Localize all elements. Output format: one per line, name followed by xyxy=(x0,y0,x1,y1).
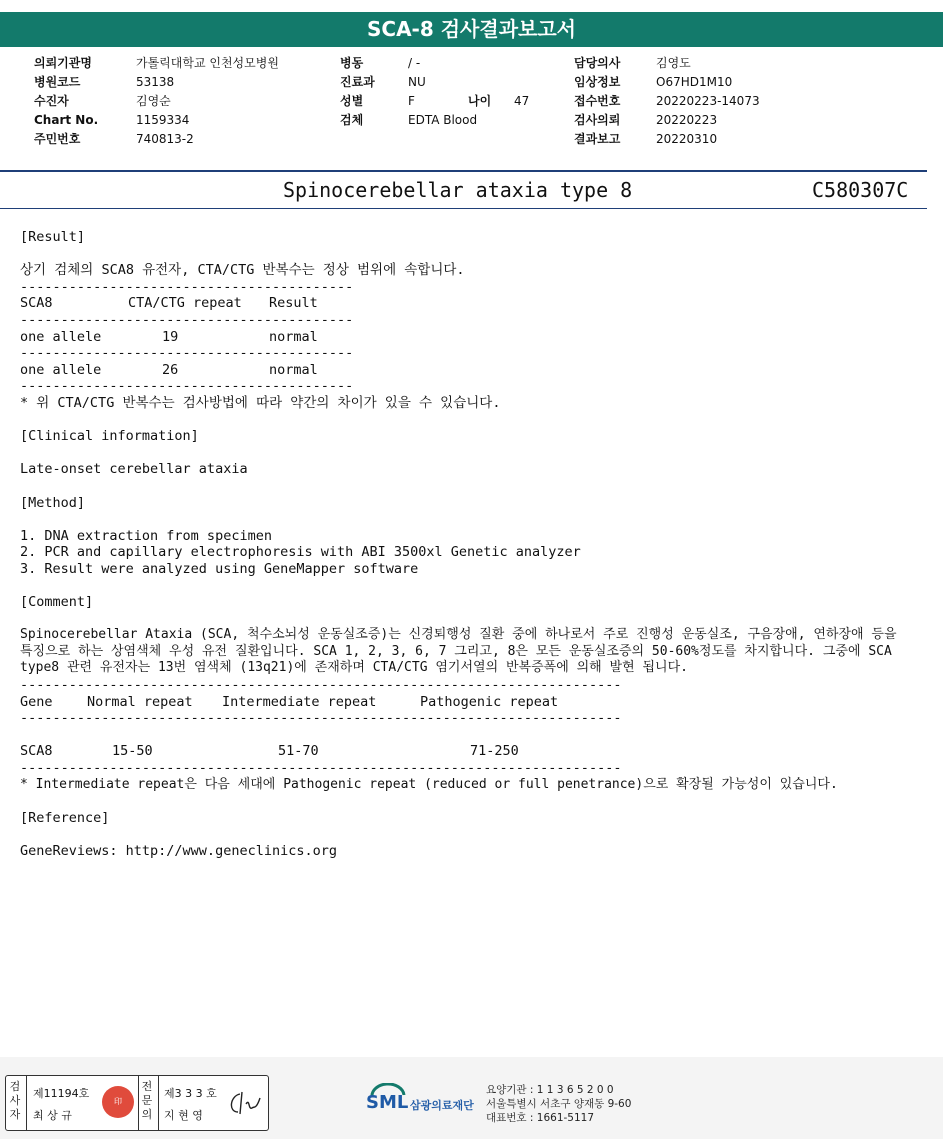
info-value: 20220310 xyxy=(656,132,718,146)
table-header-cell: Result xyxy=(269,295,318,312)
test-name: Spinocerebellar ataxia type 8 xyxy=(283,178,633,202)
table-rule: ----------------------------------------- xyxy=(20,345,354,362)
section-heading-comment: [Comment] xyxy=(20,594,94,611)
lab-phone: 대표번호 : 1661-5117 xyxy=(486,1112,595,1124)
info-label: 임상정보 xyxy=(574,75,621,89)
table-header-cell: SCA8 xyxy=(20,295,53,312)
section-heading-clinical: [Clinical information] xyxy=(20,428,199,445)
table-header-cell: CTA/CTG repeat xyxy=(128,295,242,312)
table-cell: 19 xyxy=(162,328,179,345)
table-row xyxy=(20,329,920,346)
table-cell: SCA8 xyxy=(20,743,53,760)
info-value: EDTA Blood xyxy=(408,113,478,127)
info-column-1 xyxy=(34,54,279,149)
method-item: 3. Result were analyzed using GeneMapper software xyxy=(20,560,419,577)
lab-name: 삼광의료재단 xyxy=(410,1099,474,1112)
info-value: 가톨릭대학교 인천성모병원 xyxy=(136,56,279,70)
info-value: 1159334 xyxy=(136,113,190,127)
lab-code: 요양기관 : 1 1 3 6 5 2 0 0 xyxy=(486,1084,614,1096)
lab-address: 서울특별시 서초구 양재동 9-60 xyxy=(486,1098,632,1110)
info-label: Chart No. xyxy=(34,113,99,127)
method-item: 1. DNA extraction from specimen xyxy=(20,527,272,544)
result-note: * 위 CTA/CTG 반복수는 검사방법에 따라 약간의 차이가 있을 수 있습니다. xyxy=(20,394,501,411)
divider-bottom xyxy=(0,208,927,209)
table-cell: 26 xyxy=(162,361,179,378)
info-value: F xyxy=(408,94,415,108)
info-label: 병동 xyxy=(340,56,364,70)
test-code: C580307C xyxy=(812,178,909,202)
info-value: 20220223 xyxy=(656,113,718,127)
section-heading-result: [Result] xyxy=(20,229,86,245)
logo-text: SML xyxy=(366,1092,409,1113)
table-rule: -------------------------------------------------------------------------- xyxy=(20,760,622,776)
info-column-2 xyxy=(340,54,529,130)
seal-stamp-icon: 印 xyxy=(102,1086,134,1118)
specialist-name: 지 현 영 xyxy=(164,1109,203,1122)
examiner-license: 제11194호 xyxy=(33,1087,90,1100)
info-label: 수진자 xyxy=(34,94,69,108)
info-label: 접수번호 xyxy=(574,94,621,108)
specialist-label: 전문의 xyxy=(141,1080,153,1121)
info-column-3 xyxy=(574,54,760,149)
table-header-cell: Normal repeat xyxy=(87,693,193,710)
age-label: 나이 xyxy=(468,94,492,108)
table-rule: -------------------------------------------------------------------------- xyxy=(20,710,622,727)
info-value: / - xyxy=(408,56,421,70)
lab-address-block xyxy=(486,1083,631,1125)
table-cell: one allele xyxy=(20,328,102,345)
reference-text: GeneReviews: http://www.geneclinics.org xyxy=(20,842,337,859)
table-cell: one allele xyxy=(20,361,102,378)
table-row xyxy=(20,743,920,760)
info-label: 담당의사 xyxy=(574,56,621,70)
table-rule: ----------------------------------------- xyxy=(20,378,354,395)
method-item: 2. PCR and capillary electrophoresis with ABI 3500xl Genetic analyzer xyxy=(20,544,581,561)
info-value: O67HD1M10 xyxy=(656,75,733,89)
info-label: 의뢰기관명 xyxy=(34,56,92,70)
info-value: 740813-2 xyxy=(136,132,194,146)
signature-icon xyxy=(226,1088,264,1118)
examiner-name: 최 상 규 xyxy=(33,1109,72,1122)
info-label: 성별 xyxy=(340,94,364,108)
table-rule: ----------------------------------------- xyxy=(20,278,354,295)
clinical-text: Late-onset cerebellar ataxia xyxy=(20,461,248,478)
info-label: 진료과 xyxy=(340,75,375,89)
info-label: 검체 xyxy=(340,113,364,127)
result-text: 상기 검체의 SCA8 유전자, CTA/CTG 반복수는 정상 범위에 속합니다. xyxy=(20,262,465,279)
info-value: NU xyxy=(408,75,426,89)
table-cell: 15-50 xyxy=(112,743,153,760)
info-value: 20220223-14073 xyxy=(656,94,760,108)
table-cell: 51-70 xyxy=(278,743,319,760)
specialist-license: 제3 3 3 호 xyxy=(164,1087,217,1100)
result-table-header xyxy=(20,295,920,312)
age-value: 47 xyxy=(514,94,530,108)
table-header-cell: Gene xyxy=(20,693,53,710)
table-cell: normal xyxy=(269,361,318,378)
table-rule: ----------------------------------------- xyxy=(20,311,354,328)
report-body xyxy=(20,229,920,860)
report-title: SCA-8 검사결과보고서 xyxy=(0,12,943,47)
examiner-label: 검사자 xyxy=(9,1080,21,1121)
table-cell: normal xyxy=(269,328,318,345)
table-header-cell: Intermediate repeat xyxy=(222,693,377,710)
table-row xyxy=(20,362,920,379)
section-heading-reference: [Reference] xyxy=(20,809,110,826)
info-value: 김영순 xyxy=(136,94,171,108)
table-rule: -------------------------------------------------------------------------- xyxy=(20,677,622,694)
info-label: 결과보고 xyxy=(574,132,621,146)
info-label: 주민번호 xyxy=(34,132,81,146)
section-heading-method: [Method] xyxy=(20,494,86,511)
repeat-table-header xyxy=(20,694,920,711)
table-header-cell: Pathogenic repeat xyxy=(420,693,559,710)
info-value: 김영도 xyxy=(656,56,691,70)
repeat-note: * Intermediate repeat은 다음 세대에 Pathogenic repeat (reduced or full penetrance)으로 확장될 가능성이 있습니다. xyxy=(20,776,838,792)
table-cell: 71-250 xyxy=(470,743,519,760)
signature-box xyxy=(5,1075,269,1131)
divider-top xyxy=(0,170,927,172)
info-label: 병원코드 xyxy=(34,75,81,89)
info-value: 53138 xyxy=(136,75,175,89)
comment-text: Spinocerebellar Ataxia (SCA, 척수소뇌성 운동실조증)는 신경퇴행성 질환 중에 하나로서 주로 진행성 운동실조, 구음장애, 연하장애 등을 특징으로 하는 상염색체 우성 유전 질환입니다. SCA 1, 2, 3, 6, 7 그리고, 8은 모든 운동실조증의 50-60%정도를 차지합니다. 그중에 SCA type8 관련 유전자는 13번 염색체 (13q21)에 존재하며 CTA/CTG 염기서열의 반복증폭에 의해 발현 됩니다. xyxy=(20,627,905,676)
info-label: 검사의뢰 xyxy=(574,113,621,127)
